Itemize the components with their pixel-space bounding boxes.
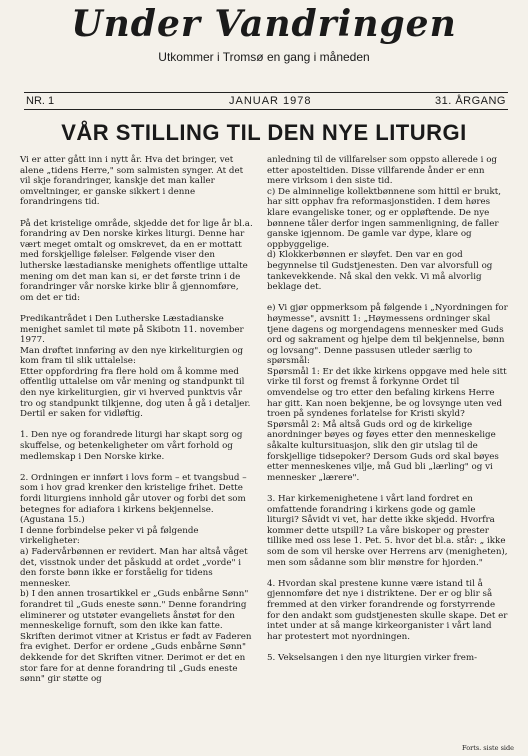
newspaper-title: Under Vandringen: [71, 3, 457, 45]
paragraph: a) Fadervårbønnen er revidert. Man har altså våget det, visstnok under det påskudd at ordet „vorde" i den forste bønn ikke er forståelig for tidens mennesker.: [20, 546, 248, 589]
masthead: [0, 4, 528, 64]
issue-number: NR. 1: [26, 95, 55, 107]
article-headline: VÅR STILLING TIL DEN NYE LITURGI: [61, 120, 467, 145]
paragraph: c) De alminnelige kollektbønnene som hittil er brukt, har sitt opphav fra reformasjonstiden. I dem høres klare evangeliske toner, og er oppløftende. De nye bønnene tåler derfor ingen sammenligning, de faller ganske igjennom. De gamle var dype, klare og oppbyggelige.: [267, 186, 502, 250]
paragraph: I denne forbindelse peker vi på følgende virkeligheter:: [20, 525, 199, 547]
paragraph: Spørsmål 1: Er det ikke kirkens oppgave med hele sitt virke til forst og fremst å forkynne Ordet til omvendelse og tro etter den befaling kirkens Herre har gitt. Kan noen bekjenne, be og lovsynge uten ved troen på syndenes forlatelse for Kristi skyld?: [267, 366, 507, 420]
paragraph: Vi er atter gått inn i nytt år. Hva det bringer, vet alene „tidens Herre," som salmisten synger. At det vil skje forandringer, kanskje det man kaller omveltninger, er ganske sikkert i denne forandringens tid.: [20, 155, 244, 208]
right-column: [267, 155, 509, 664]
paragraph: Spørsmål 2: Må altså Guds ord og de kirkelige anordninger bøyes og føyes etter den menneskelige såkalte kultursituasjon, slik den gir utslag til de forskjellige tidsepoker? Dersom Guds ord skal bøyes etter menneskenes vilje, må Gud bli „lærling" og vi mennesker „lærere".: [267, 419, 499, 483]
paragraph: Predikantrådet i Den Lutherske Læstadianske menighet samlet til møte på Skibotn 11. november 1977.: [20, 313, 244, 346]
paragraph: d) Klokkerbønnen er sløyfet. Den var en god begynnelse til Gudstjenesten. Den var alvorsfull og tankevekkende. Nå skal den vekk. Vi må alvorlig beklage det.: [267, 250, 493, 293]
continuation-note: Forts. siste side: [462, 744, 514, 752]
paragraph: 5. Vekselsangen i den nye liturgien virker frem-: [267, 652, 478, 663]
paragraph: b) I den annen trosartikkel er „Guds enbårne Sønn" forandret til „Guds eneste sønn." Denne forandring eliminerer og utstøter evangeliets ånstøt for den menneskelige fornuft, som den ikke kan fatte. Skriften derimot vitner at Kristus er født av Faderen fra evighet. Derfor er ordene „Guds enbårne Sønn" dekkende for det Skriften vitner. Derimot er det en stor fare for at denne forandring til „Guds eneste sønn" gir støtte og: [20, 589, 252, 685]
paragraph: 2. Ordningen er innført i lovs form – et tvangsbud – som i hov grad krenker den kristelige frihet. Dette fordi liturgiens innhold går utover og forbi det som betegnes for adiafora i kirkens bekjennelse. (Agustana 15.): [20, 472, 247, 526]
issue-date: JANUAR 1978: [229, 95, 312, 107]
paragraph: 3. Har kirkemenighetene i vårt land fordret en omfattende forandring i kirkens gode og gamle liturgi? Såvidt vi vet, har dette ikke skjedd. Hvorfra kommer dette utspill? La våre biskoper og prester tillike med oss lese 1. Pet. 5. hvor det bl.a. står: „ ikke som de som vil herske over Herrens arv (menigheten), men som sådanne som blir mønstre for hjorden.": [267, 494, 508, 568]
paragraph: På det kristelige område, skjedde det for lige år bl.a. forandring av Den norske kirkes liturgi. Denne har vært meget omtalt og omskrevet, da en er mottatt med forskjellige følelser. Følgende viser den lutherske læstadianske menighets offentlige uttalte mening om det man kan si, er det første trinn i de forandringer vår norske kirke blir å gjennomføre, om det er tid:: [20, 218, 253, 303]
paragraph: anledning til de villfarelser som oppsto allerede i og etter aposteltiden. Disse villfarende ånder er enn mere virksom i den siste tid.: [267, 155, 497, 187]
paragraph: 1. Den nye og forandrede liturgi har skapt sorg og skuffelse, og betenkeligheter om vårt forhold og medlemskap i Den Norske kirke.: [20, 430, 243, 462]
newspaper-subtitle: Utkommer i Tromsø en gang i måneden: [158, 50, 370, 64]
paragraph: e) Vi gjør oppmerksom på følgende i „Nyordningen for høymesse", avsnitt 1: „Høymessens ordninger skal tjene dagens og morgendagens mennesker med Guds ord og sakrament og hjelpe dem til bekjennelse, bønn og lovsang". Denne passusen utleder særlig to spørsmål:: [267, 303, 508, 367]
issue-year: 31. ÅRGANG: [434, 95, 506, 107]
paragraph: 4. Hvordan skal prestene kunne være istand til å gjennomføre det nye i distriktene. Der er og blir så fremmed at den virker forandrende og forstyrrende for den andakt som gudstjenesten skulle skape. Det er intet under at så mange kirkeorganister i vårt land har protestert mot nyordningen.: [267, 578, 508, 642]
left-column: [20, 155, 254, 685]
paragraph: Etter oppfordring fra flere hold om å komme med offentlig uttalelse om vår mening og standpunkt til den nye kirkeliturgien, gir vi hverved punktvis vår tro og standpunkt tilkjenne, dog uten å gå i detaljer. Dertil er saken for vidløftig.: [20, 366, 251, 420]
paragraph: Man drøftet innføring av den nye kirkeliturgien og kom fram til slik uttalelse:: [20, 345, 244, 367]
issue-bar: [24, 92, 508, 110]
